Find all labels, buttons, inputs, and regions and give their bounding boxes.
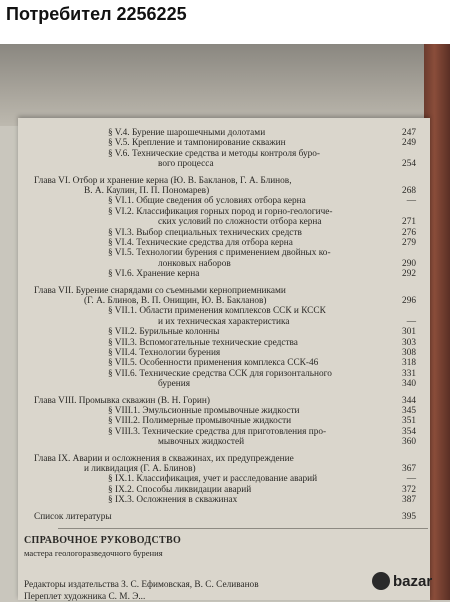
toc-entry-title: § VI.1. Общие сведения об условиях отбора керна: [108, 196, 306, 207]
toc-entry-page: 344: [402, 395, 416, 406]
toc-entry-title: § IX.2. Способы ликвидации аварий: [108, 484, 252, 495]
toc-entry-title: бурения: [158, 379, 191, 390]
toc-entry-page: 360: [402, 437, 416, 448]
toc-entry-page: 331: [402, 368, 416, 379]
toc-entry-page: 387: [402, 495, 416, 506]
toc-entry-page: 268: [402, 186, 416, 196]
toc-entry: [18, 512, 430, 523]
toc-entry: [18, 416, 430, 427]
toc-entry: [18, 317, 430, 328]
toc-entry-title: § V.4. Бурение шарошечными долотами: [108, 128, 266, 138]
toc-entry-page: 290: [402, 258, 416, 269]
toc-entry-page: 254: [402, 159, 416, 170]
toc-entry-title: лонковых наборов: [158, 258, 231, 269]
bazar-logo-icon: [372, 572, 390, 590]
toc-entry-title: § VII.5. Особенности применения комплекса ССК-46: [108, 358, 319, 369]
toc-entry-title: Глава VI. Отбор и хранение керна (Ю. В. Бакланов, Г. А. Блинов,: [34, 175, 292, 186]
toc-entry-title: § VII.6. Технические средства ССК для горизонтального: [108, 368, 332, 379]
toc-entry-page: 345: [402, 406, 416, 416]
toc-entry: [18, 369, 430, 380]
toc-entry-page: —: [406, 196, 416, 207]
divider-line: [58, 528, 428, 529]
toc-entry-title: § VI.5. Технологии бурения с применением двойных ко-: [108, 248, 331, 259]
toc-entry: [18, 149, 430, 160]
toc-entry: [18, 454, 430, 465]
toc-entry-page: 279: [402, 238, 416, 248]
toc-entry: [18, 379, 430, 390]
toc-entry-page: 367: [402, 464, 416, 474]
toc-entry-page: 271: [402, 217, 416, 228]
toc-entry-title: § VIII.1. Эмульсионные промывочные жидкости: [108, 406, 300, 416]
toc-entry-page: 276: [402, 227, 416, 238]
toc-entry-page: 318: [402, 358, 416, 369]
toc-entry: [18, 228, 430, 239]
toc-entry: [18, 159, 430, 170]
toc-entry-title: § VI.2. Классификация горных пород и горно-геологиче-: [108, 206, 333, 217]
toc-entry-title: § VII.4. Технологии бурения: [108, 348, 221, 358]
book-title: СПРАВОЧНОЕ РУКОВОДСТВО: [24, 535, 182, 546]
toc-entry-page: —: [406, 474, 416, 485]
toc-entry-title: § VI.6. Хранение керна: [108, 269, 200, 280]
toc-entry-page: 303: [402, 337, 416, 348]
toc-entry-page: 340: [402, 379, 416, 390]
toc-entry: [18, 176, 430, 187]
toc-entry-page: 296: [402, 296, 416, 306]
toc-entry-title: Список литературы: [34, 511, 112, 522]
toc-entry-page: 351: [402, 416, 416, 427]
seller-banner: [0, 0, 450, 44]
site-watermark: [372, 568, 446, 594]
toc-entry: [18, 495, 430, 506]
toc-entry-title: § V.6. Технические средства и методы контроля буро-: [108, 148, 320, 159]
toc-entry: [18, 358, 430, 369]
toc-entry: [18, 396, 430, 407]
toc-entry-title: и ликвидация (Г. А. Блинов): [84, 464, 196, 474]
toc-entry: [18, 306, 430, 317]
editors-credit: Редакторы издательства З. С. Ефимовская, В. С. Селиванов: [24, 580, 259, 590]
toc-entry-title: § V.5. Крепление и тампонирование скважин: [108, 138, 286, 149]
toc-entry-page: 372: [402, 484, 416, 495]
book-page: [18, 118, 433, 602]
toc-entry: [18, 437, 430, 448]
toc-entry-title: § VI.3. Выбор специальных технических средств: [108, 227, 302, 238]
toc-entry-title: § VIII.2. Полимерные промывочные жидкости: [108, 416, 292, 427]
toc-entry-page: 308: [402, 348, 416, 358]
toc-entry-title: § VII.1. Области применения комплексов ССК и КССК: [108, 306, 326, 317]
toc-entry-page: 292: [402, 269, 416, 280]
toc-entry: [18, 138, 430, 149]
toc-entry-page: —: [406, 316, 416, 327]
toc-entry: [18, 406, 430, 417]
toc-entry: [18, 269, 430, 280]
book-cover-background: [0, 44, 450, 126]
toc-entry: [18, 217, 430, 228]
toc-entry-title: вого процесса: [158, 159, 214, 170]
toc-entry-page: 249: [402, 138, 416, 149]
cover-artist-credit: Переплет художника С. М. Э...: [24, 592, 146, 602]
toc-entry-title: § VIII.3. Технические средства для приготовления про-: [108, 426, 327, 437]
book-subtitle: мастера геологоразведочного бурения: [24, 548, 163, 558]
toc-entry-page: 301: [402, 327, 416, 338]
toc-entry-title: и их техническая характеристика: [158, 316, 290, 327]
toc-entry-title: Глава VIII. Промывка скважин (В. Н. Горин): [34, 395, 210, 406]
toc-entry-title: (Г. А. Блинов, В. П. Онищин, Ю. В. Бакланов): [84, 296, 267, 306]
toc-entry-title: мывочных жидкостей: [158, 437, 245, 448]
watermark-text: bazar: [393, 572, 433, 590]
toc-entry-title: § VII.3. Вспомогательные технические средства: [108, 337, 298, 348]
toc-entry-title: § VI.4. Технические средства для отбора керна: [108, 238, 293, 248]
toc-entry-title: Глава VII. Бурение снарядами со съемными кернoприемниками: [34, 285, 286, 296]
toc-entry-title: § IX.1. Классификация, учет и расследование аварий: [108, 474, 318, 485]
toc-entry-page: 395: [402, 511, 416, 522]
toc-entry-title: § IX.3. Осложнения в скважинах: [108, 495, 238, 506]
toc-entry: [18, 485, 430, 496]
seller-username[interactable]: Потребител 2256225: [6, 4, 187, 24]
toc-entry: [18, 286, 430, 297]
toc-entry: [18, 248, 430, 259]
toc-entry-title: В. А. Каулин, П. П. Пономарев): [84, 186, 210, 196]
toc-entry-page: 247: [402, 128, 416, 138]
toc-entry: [18, 196, 430, 207]
toc-entry-title: Глава IX. Аварии и осложнения в скважинах, их предупреждение: [34, 453, 294, 464]
toc-entry: [18, 474, 430, 485]
toc-entry: [18, 259, 430, 270]
toc-entry-title: ских условий по сложности отбора керна: [158, 217, 322, 228]
toc-entry-page: 354: [402, 426, 416, 437]
toc-entry: [18, 338, 430, 349]
toc-entry: [18, 128, 430, 139]
toc-entry-title: § VII.2. Бурильные колонны: [108, 327, 220, 338]
toc-entry: [18, 327, 430, 338]
